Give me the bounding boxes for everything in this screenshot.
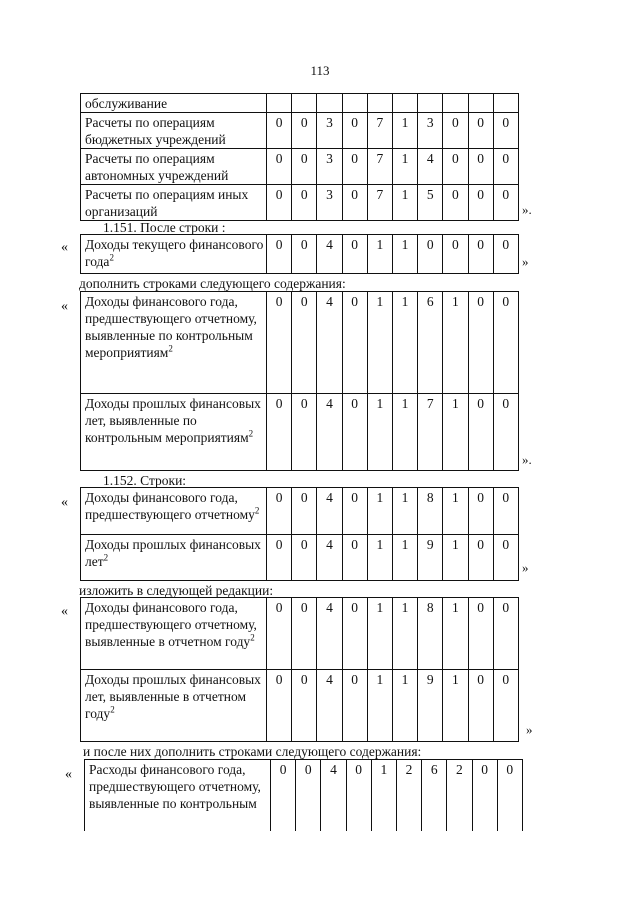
- code-table: [80, 234, 519, 274]
- instruction-line: дополнить строками следующего содержания:: [79, 276, 346, 291]
- code-table: [80, 291, 519, 471]
- code-digit-cell: 6: [418, 292, 443, 394]
- code-digit-cell: 0: [296, 760, 321, 832]
- opening-quote: «: [61, 240, 68, 255]
- table-row: [81, 393, 519, 470]
- row-name-text: обслуживание: [85, 96, 168, 111]
- closing-quote: »: [522, 560, 529, 575]
- table-row: [81, 598, 519, 670]
- code-digit-cell: [392, 94, 417, 113]
- footnote-marker: 2: [254, 505, 260, 516]
- code-digit-cell: 1: [367, 488, 392, 535]
- table-row: [81, 149, 519, 185]
- opening-quote: «: [61, 495, 68, 510]
- code-digit-cell: 0: [342, 598, 367, 670]
- code-digit-cell: 1: [392, 292, 417, 394]
- code-digit-cell: 2: [396, 760, 421, 832]
- code-digit-cell: 9: [418, 670, 443, 742]
- table-row: [85, 760, 523, 832]
- row-name-text: Доходы финансового года, предшествующего отчетному, выявленные в отчетном году: [85, 600, 257, 649]
- code-digit-cell: 1: [392, 488, 417, 535]
- code-digit-cell: 0: [418, 235, 443, 274]
- row-name-cell: [85, 760, 271, 832]
- code-digit-cell: 1: [392, 113, 417, 149]
- code-digit-cell: [317, 94, 342, 113]
- code-digit-cell: 0: [292, 393, 317, 470]
- code-table: [80, 487, 519, 581]
- code-digit-cell: 4: [321, 760, 346, 832]
- code-digit-cell: 0: [468, 149, 493, 185]
- code-digit-cell: 0: [292, 488, 317, 535]
- code-digit-cell: 1: [443, 393, 468, 470]
- table-row: [81, 113, 519, 149]
- code-digit-cell: 0: [271, 760, 296, 832]
- code-digit-cell: 0: [497, 760, 522, 832]
- code-digit-cell: 0: [468, 292, 493, 394]
- row-name-text: Расчеты по операциям автономных учреждений: [85, 151, 229, 183]
- code-digit-cell: 1: [367, 393, 392, 470]
- code-table: [80, 93, 519, 221]
- code-digit-cell: 0: [468, 534, 493, 581]
- code-digit-cell: 0: [443, 113, 468, 149]
- code-digit-cell: 0: [267, 670, 292, 742]
- row-name-text: Доходы прошлых финансовых лет, выявленные по контрольным мероприятиям: [85, 395, 261, 445]
- code-digit-cell: 1: [392, 185, 417, 221]
- row-name-cell: [81, 94, 267, 113]
- code-digit-cell: 0: [493, 113, 518, 149]
- code-digit-cell: 3: [317, 149, 342, 185]
- footnote-marker: 2: [103, 552, 109, 562]
- code-digit-cell: 1: [367, 534, 392, 581]
- code-digit-cell: 0: [342, 292, 367, 394]
- code-digit-cell: 3: [317, 113, 342, 149]
- code-digit-cell: 1: [392, 149, 417, 185]
- row-name-cell: [81, 393, 267, 470]
- footnote-marker: 2: [250, 632, 255, 643]
- closing-quote: »: [522, 254, 529, 269]
- code-digit-cell: 0: [493, 292, 518, 394]
- code-digit-cell: 0: [443, 149, 468, 185]
- code-digit-cell: 4: [418, 149, 443, 185]
- code-digit-cell: 0: [443, 185, 468, 221]
- code-digit-cell: 0: [292, 534, 317, 581]
- instruction-line: 1.152. Строки:: [103, 473, 187, 488]
- code-digit-cell: 0: [468, 393, 493, 470]
- code-digit-cell: 0: [342, 534, 367, 581]
- code-digit-cell: [443, 94, 468, 113]
- row-name-cell: [81, 534, 267, 581]
- table-row: [81, 670, 519, 742]
- code-digit-cell: 0: [267, 113, 292, 149]
- code-digit-cell: 7: [367, 185, 392, 221]
- page-number: 113: [310, 63, 330, 78]
- row-name-text: Доходы прошлых финансовых лет: [85, 536, 261, 569]
- code-digit-cell: 4: [317, 235, 342, 274]
- code-digit-cell: 0: [468, 488, 493, 535]
- row-name-text: Доходы финансового года, предшествующего отчетному: [85, 490, 255, 522]
- code-digit-cell: 7: [367, 113, 392, 149]
- instruction-line: 1.151. После строки :: [103, 220, 226, 235]
- code-digit-cell: 5: [418, 185, 443, 221]
- code-digit-cell: 1: [392, 598, 417, 670]
- code-digit-cell: 0: [292, 598, 317, 670]
- code-digit-cell: [468, 94, 493, 113]
- code-digit-cell: 0: [493, 185, 518, 221]
- code-digit-cell: 1: [443, 670, 468, 742]
- code-digit-cell: 0: [292, 235, 317, 274]
- code-table: [80, 597, 519, 742]
- code-digit-cell: 1: [371, 760, 396, 832]
- row-name-cell: [81, 670, 267, 742]
- row-name-text: Расходы финансового года, предшествующего отчетному, выявленные по контрольным: [89, 762, 261, 811]
- code-digit-cell: 0: [267, 598, 292, 670]
- code-digit-cell: 0: [342, 488, 367, 535]
- footnote-marker: 2: [110, 704, 115, 715]
- code-digit-cell: 0: [468, 185, 493, 221]
- code-digit-cell: [342, 94, 367, 113]
- code-digit-cell: 4: [317, 292, 342, 394]
- code-digit-cell: 0: [267, 235, 292, 274]
- code-digit-cell: 0: [493, 393, 518, 470]
- code-digit-cell: [367, 94, 392, 113]
- code-digit-cell: [493, 94, 518, 113]
- code-digit-cell: 0: [292, 670, 317, 742]
- code-digit-cell: 7: [418, 393, 443, 470]
- code-digit-cell: 0: [267, 185, 292, 221]
- code-digit-cell: 0: [346, 760, 371, 832]
- code-digit-cell: 7: [367, 149, 392, 185]
- code-digit-cell: 0: [292, 292, 317, 394]
- code-digit-cell: 0: [468, 670, 493, 742]
- code-digit-cell: 0: [292, 149, 317, 185]
- code-digit-cell: 1: [443, 598, 468, 670]
- code-digit-cell: 1: [443, 534, 468, 581]
- code-digit-cell: 1: [443, 488, 468, 535]
- code-digit-cell: 0: [443, 235, 468, 274]
- code-digit-cell: 1: [392, 235, 417, 274]
- code-digit-cell: 0: [292, 185, 317, 221]
- code-digit-cell: 0: [493, 598, 518, 670]
- table-row: [81, 488, 519, 535]
- instruction-line: изложить в следующей редакции:: [79, 583, 274, 598]
- code-digit-cell: 2: [447, 760, 472, 832]
- code-digit-cell: 1: [367, 670, 392, 742]
- row-name-cell: [81, 185, 267, 221]
- instruction-line: и после них дополнить строками следующего содержания:: [83, 744, 422, 759]
- code-digit-cell: 0: [267, 393, 292, 470]
- code-table: [84, 759, 523, 831]
- code-digit-cell: [292, 94, 317, 113]
- code-digit-cell: 0: [472, 760, 497, 832]
- row-name-text: Расчеты по операциям бюджетных учреждений: [85, 115, 226, 147]
- code-digit-cell: 1: [392, 393, 417, 470]
- code-digit-cell: 0: [468, 598, 493, 670]
- code-digit-cell: 4: [317, 488, 342, 535]
- code-digit-cell: 0: [493, 670, 518, 742]
- code-digit-cell: 0: [493, 488, 518, 535]
- code-digit-cell: 3: [317, 185, 342, 221]
- table-row: [81, 235, 519, 274]
- opening-quote: «: [65, 767, 72, 782]
- code-digit-cell: 9: [418, 534, 443, 581]
- code-digit-cell: 1: [367, 292, 392, 394]
- code-digit-cell: 0: [342, 235, 367, 274]
- code-digit-cell: 0: [292, 113, 317, 149]
- code-digit-cell: [418, 94, 443, 113]
- code-digit-cell: 1: [392, 534, 417, 581]
- code-digit-cell: 0: [342, 185, 367, 221]
- table-row: [81, 94, 519, 113]
- table-row: [81, 292, 519, 394]
- footnote-marker: 2: [248, 428, 254, 439]
- row-name-cell: [81, 235, 267, 274]
- row-name-cell: [81, 488, 267, 535]
- row-name-cell: [81, 113, 267, 149]
- footnote-marker: 2: [109, 252, 114, 263]
- table-row: [81, 534, 519, 581]
- code-digit-cell: 0: [267, 149, 292, 185]
- code-digit-cell: 3: [418, 113, 443, 149]
- code-digit-cell: 0: [493, 534, 518, 581]
- code-digit-cell: 0: [267, 488, 292, 535]
- closing-quote: ».: [522, 202, 532, 217]
- code-digit-cell: 1: [367, 235, 392, 274]
- code-digit-cell: 0: [342, 670, 367, 742]
- closing-quote: »: [526, 722, 533, 737]
- footnote-marker: 2: [168, 343, 173, 354]
- row-name-cell: [81, 292, 267, 394]
- code-digit-cell: 4: [317, 670, 342, 742]
- code-digit-cell: 4: [317, 534, 342, 581]
- code-digit-cell: 1: [367, 598, 392, 670]
- opening-quote: «: [61, 299, 68, 314]
- row-name-text: Расчеты по операциям иных организаций: [85, 187, 249, 219]
- opening-quote: «: [61, 604, 68, 619]
- code-digit-cell: 0: [493, 235, 518, 274]
- code-digit-cell: 8: [418, 488, 443, 535]
- row-name-text: Доходы прошлых финансовых лет, выявленные в отчетном году: [85, 672, 261, 721]
- closing-quote: ».: [522, 452, 532, 467]
- code-digit-cell: [267, 94, 292, 113]
- row-name-text: Доходы текущего финансового года: [85, 237, 264, 269]
- code-digit-cell: 1: [392, 670, 417, 742]
- code-digit-cell: 0: [468, 235, 493, 274]
- code-digit-cell: 0: [342, 113, 367, 149]
- code-digit-cell: 0: [342, 393, 367, 470]
- row-name-cell: [81, 598, 267, 670]
- code-digit-cell: 8: [418, 598, 443, 670]
- table-row: [81, 185, 519, 221]
- code-digit-cell: 0: [493, 149, 518, 185]
- code-digit-cell: 4: [317, 598, 342, 670]
- code-digit-cell: 1: [443, 292, 468, 394]
- code-digit-cell: 0: [468, 113, 493, 149]
- code-digit-cell: 0: [267, 534, 292, 581]
- row-name-cell: [81, 149, 267, 185]
- code-digit-cell: 0: [342, 149, 367, 185]
- code-digit-cell: 6: [422, 760, 447, 832]
- row-name-text: Доходы финансового года, предшествующего отчетному, выявленные по контрольным мероприятиям: [85, 294, 257, 360]
- code-digit-cell: 0: [267, 292, 292, 394]
- code-digit-cell: 4: [317, 393, 342, 470]
